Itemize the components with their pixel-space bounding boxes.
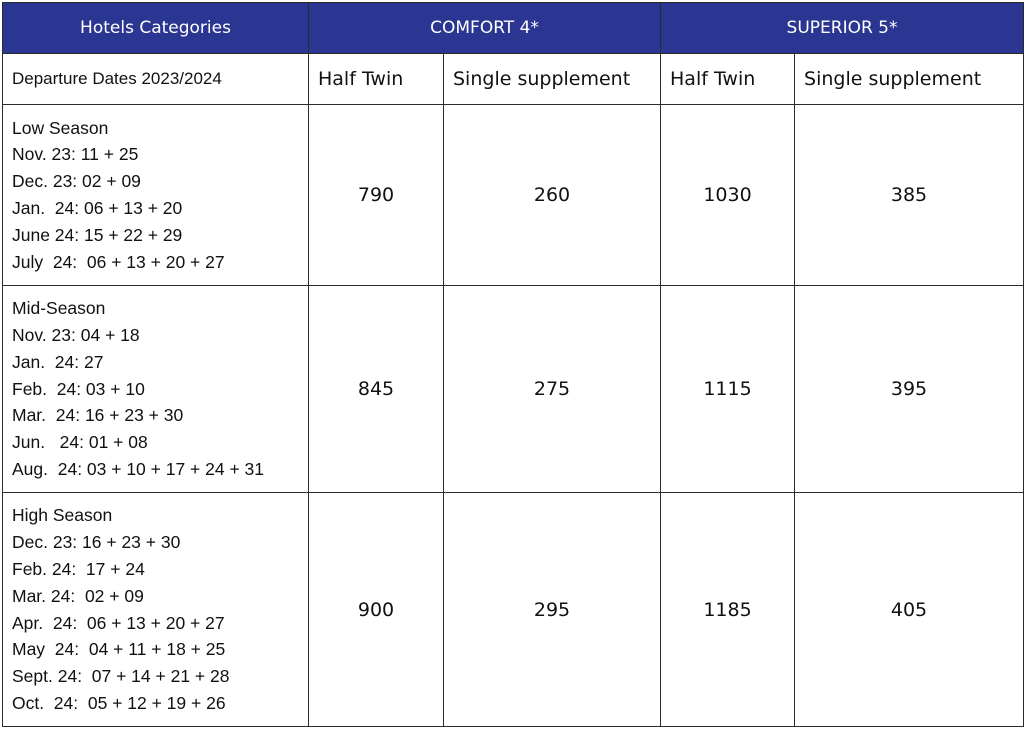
superior-half-twin-price: 1115 — [661, 286, 795, 493]
superior-half-twin-price: 1030 — [661, 105, 795, 286]
hotel-pricing-table — [2, 2, 1024, 727]
date-line: July 24: 06 + 13 + 20 + 27 — [12, 251, 225, 272]
season-title: Low Season — [12, 117, 109, 138]
comfort-half-twin-price: 900 — [309, 493, 444, 727]
table-row — [3, 286, 1024, 493]
superior-single-supplement-price: 405 — [795, 493, 1024, 727]
superior-single-supplement-price: 385 — [795, 105, 1024, 286]
date-line: May 24: 04 + 11 + 18 + 25 — [12, 639, 226, 660]
comfort-half-twin-header: Half Twin — [309, 54, 444, 105]
date-line: Mar. 24: 02 + 09 — [12, 585, 144, 606]
table-row — [3, 105, 1024, 286]
header-row — [3, 3, 1024, 54]
comfort-single-supplement-price: 275 — [444, 286, 661, 493]
date-line: Apr. 24: 06 + 13 + 20 + 27 — [12, 612, 225, 633]
table-row — [3, 493, 1024, 727]
date-line: Feb. 24: 03 + 10 — [12, 378, 145, 399]
date-line: Jan. 24: 27 — [12, 351, 104, 372]
season-title: Mid-Season — [12, 298, 106, 319]
superior-single-supplement-header: Single supplement — [795, 54, 1024, 105]
superior-half-twin-price: 1185 — [661, 493, 795, 727]
date-line: Nov. 23: 11 + 25 — [12, 144, 139, 165]
date-line: Feb. 24: 17 + 24 — [12, 558, 145, 579]
season-dates-cell — [3, 105, 309, 286]
comfort-half-twin-price: 845 — [309, 286, 444, 493]
season-title: High Season — [12, 505, 113, 526]
comfort-single-supplement-price: 295 — [444, 493, 661, 727]
date-line: Jan. 24: 06 + 13 + 20 — [12, 198, 183, 218]
season-dates-cell — [3, 286, 309, 493]
date-line: Jun. 24: 01 + 08 — [12, 432, 148, 453]
date-line: Sept. 24: 07 + 14 + 21 + 28 — [12, 666, 230, 687]
season-dates-cell — [3, 493, 309, 727]
date-line: Mar. 24: 16 + 23 + 30 — [12, 405, 184, 426]
comfort-header: COMFORT 4* — [309, 3, 661, 54]
date-line: Nov. 23: 04 + 18 — [12, 325, 140, 345]
comfort-single-supplement-header: Single supplement — [444, 54, 661, 105]
date-line: Dec. 23: 02 + 09 — [12, 171, 141, 192]
date-line: June 24: 15 + 22 + 29 — [12, 224, 183, 245]
subheader-row — [3, 54, 1024, 105]
superior-half-twin-header: Half Twin — [661, 54, 795, 105]
comfort-single-supplement-price: 260 — [444, 105, 661, 286]
superior-header: SUPERIOR 5* — [661, 3, 1024, 54]
departure-dates-header: Departure Dates 2023/2024 — [3, 54, 309, 105]
date-line: Dec. 23: 16 + 23 + 30 — [12, 532, 181, 553]
superior-single-supplement-price: 395 — [795, 286, 1024, 493]
pricing-table-container — [2, 2, 1024, 727]
date-line: Oct. 24: 05 + 12 + 19 + 26 — [12, 692, 226, 713]
hotels-categories-header: Hotels Categories — [3, 3, 309, 54]
date-line: Aug. 24: 03 + 10 + 17 + 24 + 31 — [12, 458, 265, 479]
comfort-half-twin-price: 790 — [309, 105, 444, 286]
